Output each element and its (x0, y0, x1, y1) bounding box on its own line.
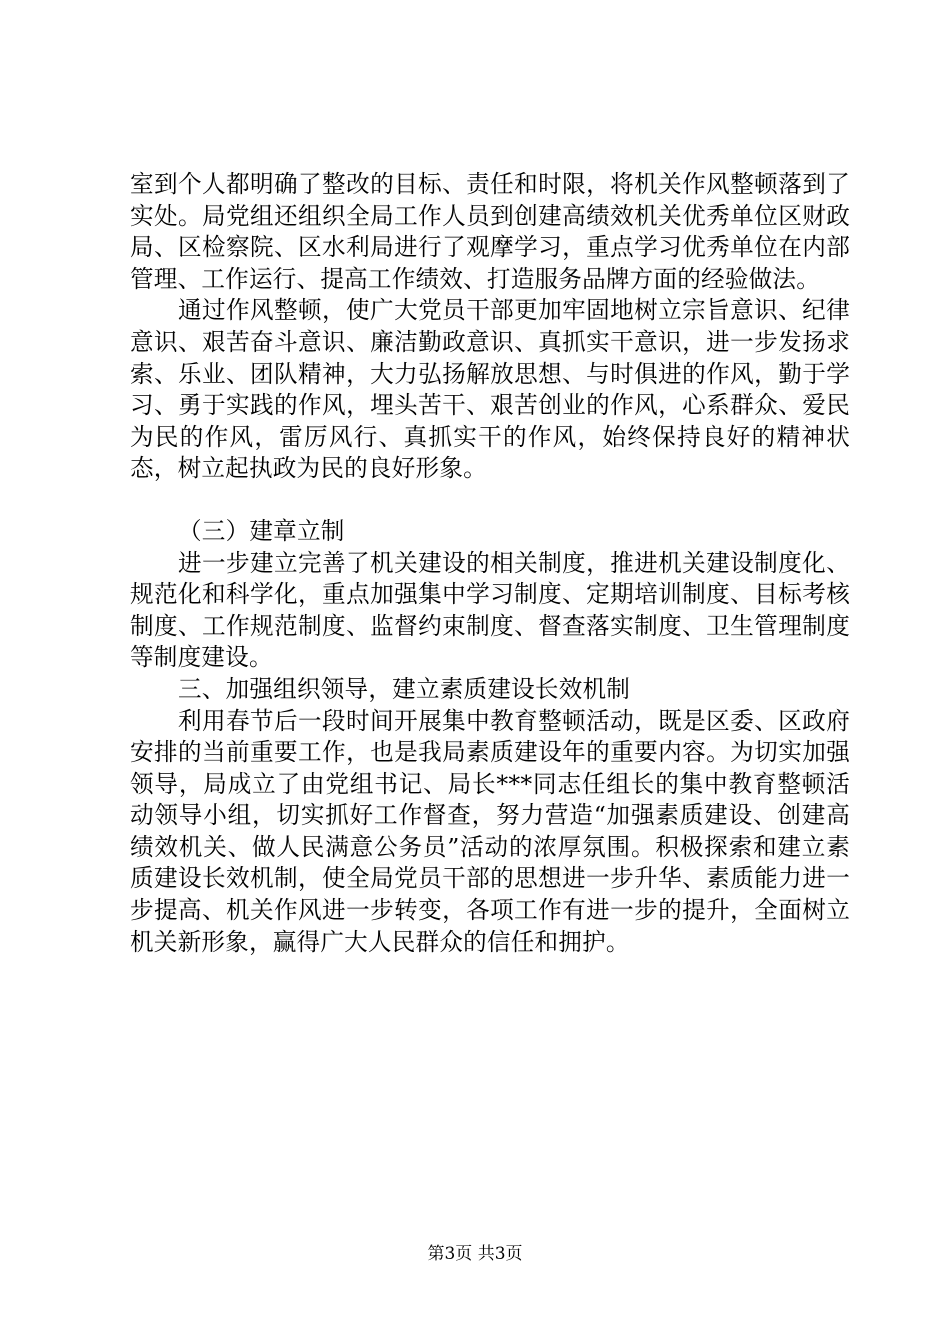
section-heading-leadership: 三、加强组织领导，建立素质建设长效机制 (178, 674, 631, 703)
paragraph-leadership: 利用春节后一段时间开展集中教育整顿活动，既是区委、区政府安排的当前重要工作，也是我局素质建设年的重要内容。为切实加强领导，局成立了由党组书记、局长***同志任组长的集中教育整顿活动领导小组，切实抓好工作督查，努力营造“加强素质建设、创建高绩效机关、做人民满意公务员”活动的浓厚氛围。积极探索和建立素质建设长效机制，使全局党员干部的思想进一步升华、素质能力进一步提高、机关作风进一步转变，各项工作有进一步的提升，全面树立机关新形象，赢得广大人民群众的信任和拥护。 (130, 706, 850, 956)
page-footer: 第3页 共3页 (427, 1244, 523, 1264)
document-body (130, 169, 850, 958)
paragraph-continuation: 室到个人都明确了整改的目标、责任和时限，将机关作风整顿落到了实处。局党组还组织全局工作人员到创建高绩效机关优秀单位区财政局、区检察院、区水利局进行了观摩学习，重点学习优秀单位在内部管理、工作运行、提高工作绩效、打造服务品牌方面的经验做法。 (130, 170, 850, 293)
paragraph-rules: 进一步建立完善了机关建设的相关制度，推进机关建设制度化、规范化和科学化，重点加强集中学习制度、定期培训制度、目标考核制度、工作规范制度、监督约束制度、督查落实制度、卫生管理制度等制度建设。 (130, 548, 850, 672)
section-heading-rules: （三）建章立制 (178, 516, 345, 545)
paragraph-work-style: 通过作风整顿，使广大党员干部更加牢固地树立宗旨意识、纪律意识、艰苦奋斗意识、廉洁勤政意识、真抓实干意识，进一步发扬求索、乐业、团队精神，大力弘扬解放思想、与时俱进的作风，勤于学习、勇于实践的作风，埋头苦干、艰苦创业的作风，心系群众、爱民为民的作风，雷厉风行、真抓实干的作风，始终保持良好的精神状态，树立起执政为民的良好形象。 (130, 296, 850, 483)
paragraph-spacer (130, 485, 850, 516)
